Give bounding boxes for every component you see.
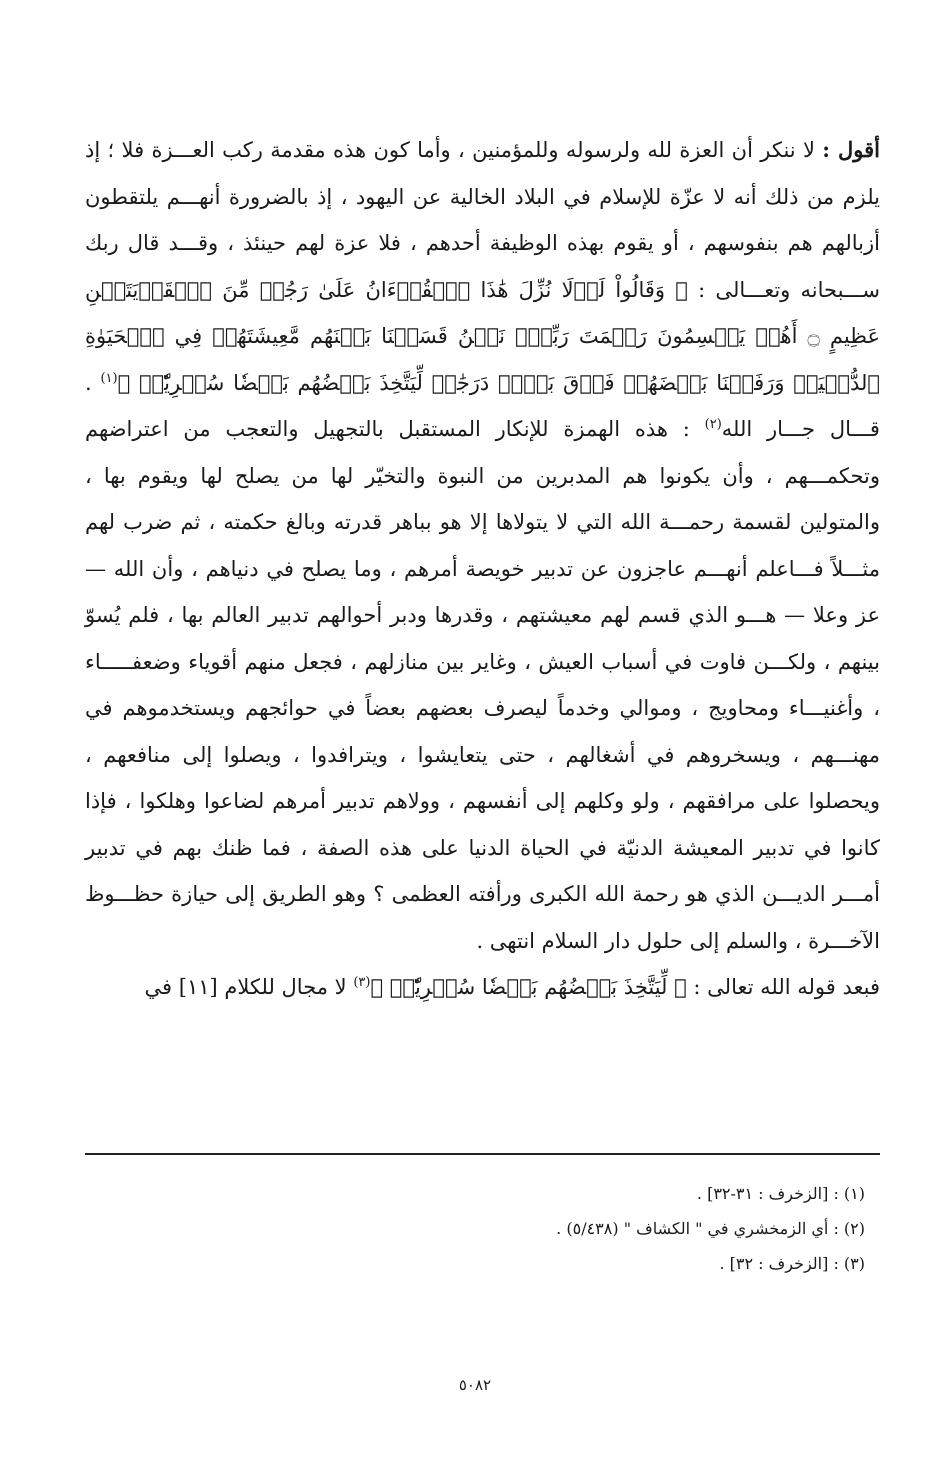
footnote-ref-2[interactable]: (٢) (704, 417, 722, 432)
main-text-body (85, 127, 880, 1011)
quran-verse-2: ﴿ لِّيَتَّخِذَ بَعۡضُهُم بَعۡضٗا سُخۡرِيّٗاۗ ﴾ (370, 975, 687, 999)
paragraph-1-text-b: . قـــال جـــار الله (85, 370, 880, 441)
footnotes (85, 1176, 865, 1281)
paragraph-2-text-b: لا مجال للكلام [١١] في (144, 975, 347, 999)
footnote-divider (85, 1153, 880, 1155)
footnote-1: (١) : [الزخرف : ٣١-٣٢] . (696, 1184, 865, 1203)
lead-word: أقول : (822, 137, 880, 162)
page-number: ٥٠٨٢ (458, 1376, 492, 1394)
footnote-ref-1[interactable]: (١) (100, 370, 118, 386)
footnote-ref-3[interactable]: (٣) (353, 975, 371, 990)
paragraph-1 (85, 127, 880, 964)
footnote-3: (٣) : [الزخرف : ٣٢] . (719, 1254, 865, 1273)
footnote-2: (٢) : أي الزمخشري في " الكشاف " (٥/٤٣٨) . (556, 1219, 865, 1238)
paragraph-1-text-c: : هذه الهمزة للإنكار المستقبل بالتجهيل والتعجب من اعتراضهم وتحكمـــهم ، وأن يكونوا هم المدبرين من النبوة والتخيّر لها من يصلح لها ويقوم بها ، والمتولين لقسمة رحمـــة الله التي لا يتولاها إلا هو بباهر قدرته وبالغ حكمته ، ثم ضرب لهم مثـــلاً فـــاعلم أنهـــم عاجزون عن تدبير خويصة أمرهم ، وما يصلح في دنياهم ، وأن الله — عز وعلا — هـــو الذي قسم لهم معيشتهم ، وقدرها ودبر أحوالهم تدبير العالم بها ، فلم يُسوّ بينهم ، ولكـــن فاوت في أسباب العيش ، وغاير بين منازلهم ، فجعل منهم أقوياء وضعفـــــاء ، وأغنيـــاء ومحاويج ، وموالي وخدماً ليصرف بعضهم بعضاً في حوائجهم ويستخدموهم في مهنـــهم ، ويسخروهم في أشغالهم ، حتى يتعايشوا ، ويترافدوا ، ويصلوا إلى منافعهم ، ويحصلوا على مرافقهم ، ولو وكلهم إلى أنفسهم ، وولاهم تدبير أمرهم لضاعوا وهلكوا ، فإذا كانوا في تدبير المعيشة الدنيّة في الحياة الدنيا على هذه الصفة ، فما ظنك بهم في تدبير أمـــر الديـــن الذي هو رحمة الله الكبرى ورأفته العظمى ؟ وهو الطريق إلى حيازة حظـــوظ الآخـــرة ، والسلم إلى حلول دار السلام انتهى . (85, 417, 880, 953)
paragraph-1-text-a: لا ننكر أن العزة لله ولرسوله وللمؤمنين ، وأما كون هذه مقدمة ركب العـــزة فلا ؛ إذ يلزم من ذلك أنه لا عزّة للإسلام في البلاد الخالية عن اليهود ، إذ بالضرورة أنهـــم يلتقطون أزبالهم هم بنفوسهم ، أو يقوم بهذه الوظيفة أحدهم ، فلا عزة لهم حينئذ ، وقـــد قال ربك ســـبحانه وتعـــالى : (85, 138, 880, 302)
paragraph-2-text-a: فبعد قوله الله تعالى : (693, 975, 880, 999)
paragraph-2 (85, 964, 880, 1011)
quran-verse-1: ﴿ وَقَالُواْ لَوۡلَا نُزِّلَ هَٰذَا ٱلۡقُرۡءَانُ عَلَىٰ رَجُلٖ مِّنَ ٱلۡقَرۡيَتَيۡنِ عَظِيمٍ ۝ أَهُمۡ يَقۡسِمُونَ رَحۡمَتَ رَبِّكَۚ نَحۡنُ قَسَمۡنَا بَيۡنَهُم مَّعِيشَتَهُمۡ فِي ٱلۡحَيَوٰةِ ٱلدُّنۡيَاۚ وَرَفَعۡنَا بَعۡضَهُمۡ فَوۡقَ بَعۡضٖ دَرَجَٰتٖ لِّيَتَّخِذَ بَعۡضُهُم بَعۡضٗا سُخۡرِيّٗاۗ ﴾ (85, 277, 881, 395)
